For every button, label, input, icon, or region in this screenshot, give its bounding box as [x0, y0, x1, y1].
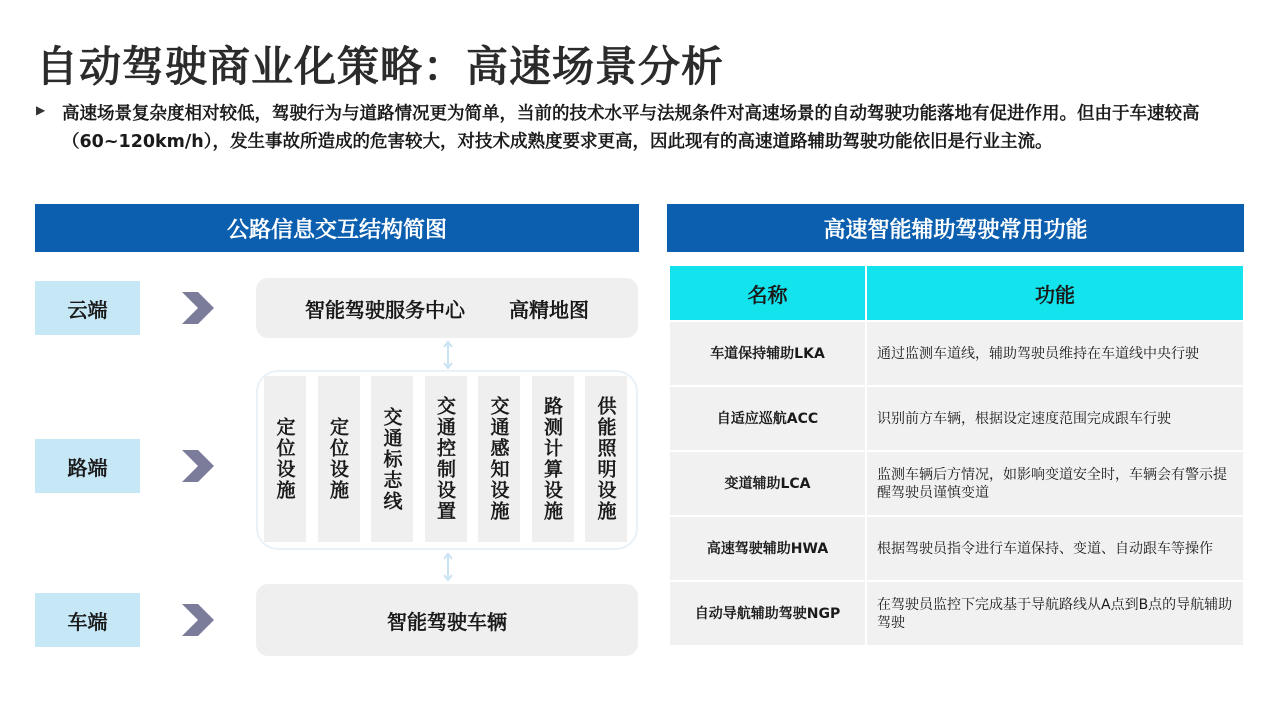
vehicle-box: 智能驾驶车辆	[256, 584, 638, 656]
double-arrow-icon	[443, 340, 453, 370]
table-row	[670, 322, 1243, 385]
chevron-right-icon	[180, 290, 216, 326]
feature-desc: 在驾驶员监控下完成基于导航路线从A点到B点的导航辅助驾驶	[867, 582, 1243, 645]
cloud-item: 高精地图	[509, 297, 589, 322]
right-panel-header: 高速智能辅助驾驶常用功能	[667, 204, 1244, 252]
cloud-item: 智能驾驶服务中心	[305, 297, 465, 322]
feature-name: 自适应巡航ACC	[670, 387, 865, 450]
table-row	[670, 387, 1243, 450]
road-facility-item: 交通控制设置	[425, 376, 467, 542]
table-row	[670, 517, 1243, 580]
table-row	[670, 582, 1243, 645]
road-facility-item: 交通标志线	[371, 376, 413, 542]
intro-bullet	[36, 100, 1256, 156]
double-arrow-icon	[443, 552, 453, 582]
tier-label-road: 路端	[35, 439, 140, 493]
tier-label-cloud: 云端	[35, 281, 140, 335]
table-header-row	[670, 266, 1243, 320]
features-table	[670, 266, 1243, 645]
column-header-name: 名称	[670, 266, 865, 320]
chevron-right-icon	[180, 448, 216, 484]
table-row	[670, 452, 1243, 515]
feature-desc: 监测车辆后方情况，如影响变道安全时，车辆会有警示提醒驾驶员谨慎变道	[867, 452, 1243, 515]
road-facility-item: 交通感知设施	[478, 376, 520, 542]
feature-name: 高速驾驶辅助HWA	[670, 517, 865, 580]
feature-name: 车道保持辅助LKA	[670, 322, 865, 385]
left-panel-header: 公路信息交互结构简图	[35, 204, 639, 252]
road-facility-item: 供能照明设施	[585, 376, 627, 542]
road-facilities	[264, 376, 627, 542]
cloud-box	[256, 278, 638, 338]
feature-name: 变道辅助LCA	[670, 452, 865, 515]
chevron-right-icon	[180, 602, 216, 638]
feature-desc: 根据驾驶员指令进行车道保持、变道、自动跟车等操作	[867, 517, 1243, 580]
road-facility-item: 定位设施	[318, 376, 360, 542]
road-facility-item: 路测计算设施	[532, 376, 574, 542]
triangle-bullet-icon: ▶	[36, 103, 46, 117]
feature-desc: 通过监测车道线，辅助驾驶员维持在车道线中央行驶	[867, 322, 1243, 385]
feature-desc: 识别前方车辆，根据设定速度范围完成跟车行驶	[867, 387, 1243, 450]
column-header-function: 功能	[867, 266, 1243, 320]
tier-label-vehicle: 车端	[35, 593, 140, 647]
road-facility-item: 定位设施	[264, 376, 306, 542]
intro-text: 高速场景复杂度相对较低，驾驶行为与道路情况更为简单，当前的技术水平与法规条件对高速场景的自动驾驶功能落地有促进作用。但由于车速较高（60~120km/h），发生事故所造成的危害较大，对技术成熟度要求更高，因此现有的高速道路辅助驾驶功能依旧是行业主流。	[62, 104, 1200, 152]
feature-name: 自动导航辅助驾驶NGP	[670, 582, 865, 645]
page-title: 自动驾驶商业化策略：高速场景分析	[36, 42, 725, 91]
